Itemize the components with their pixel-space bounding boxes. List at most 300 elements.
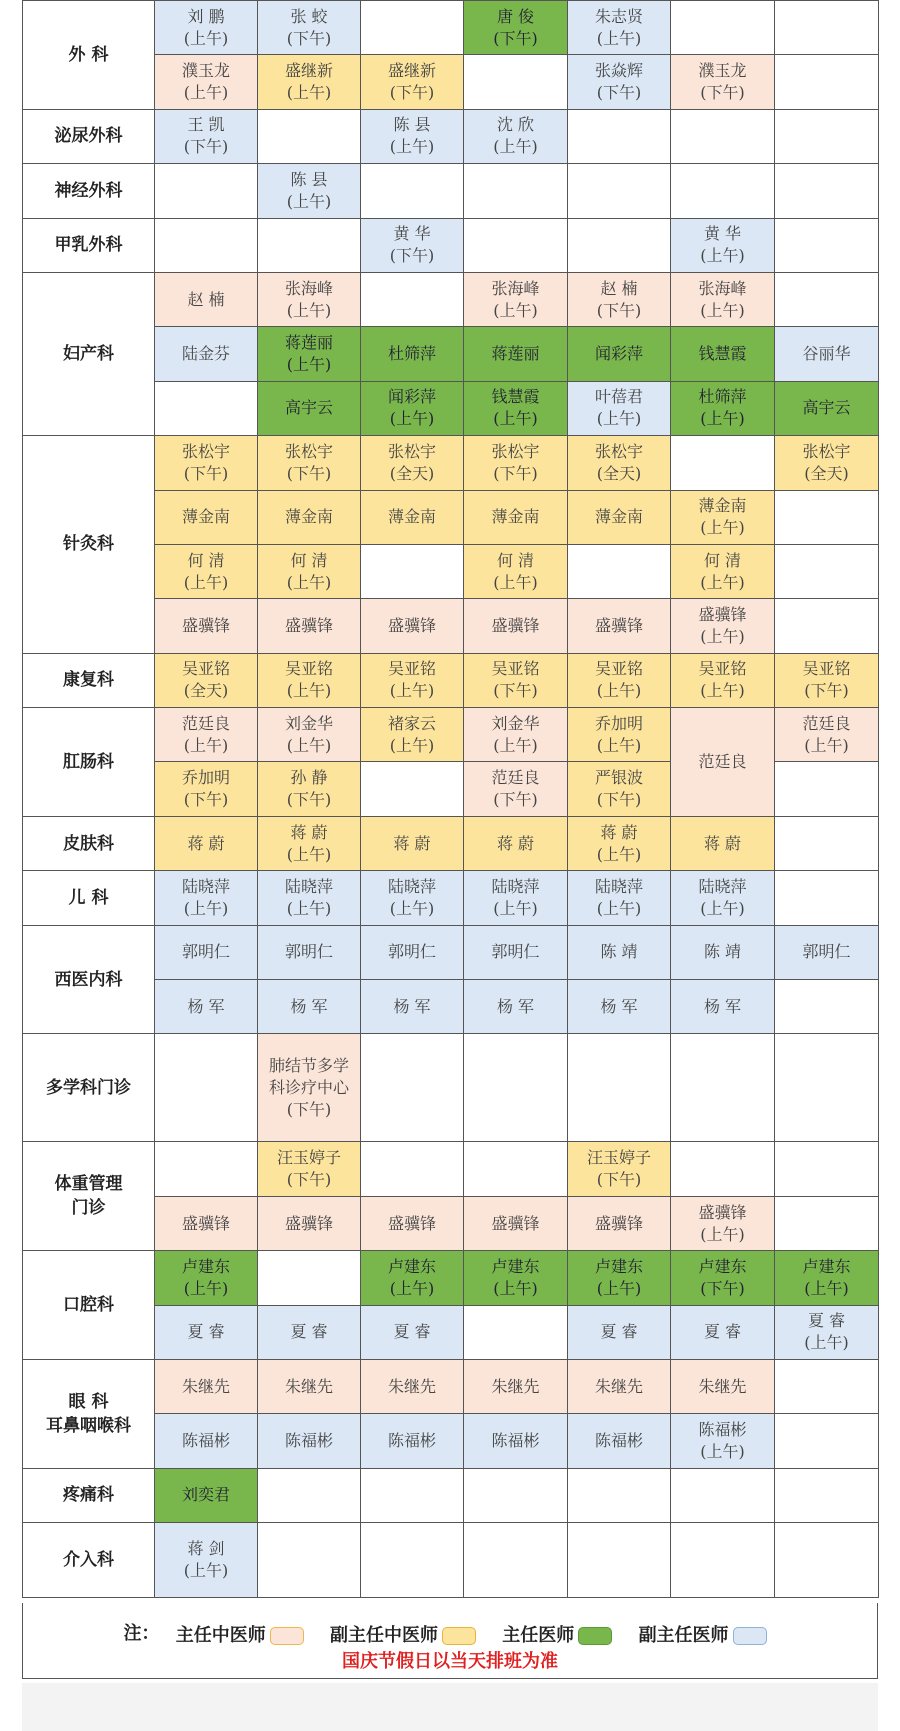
doctor-entry: 盛骥锋 (上午): [698, 1202, 747, 1244]
doctor-entry: 朱继先: [181, 1376, 230, 1396]
schedule-cell: [464, 1468, 568, 1522]
department-label: [23, 1359, 155, 1468]
doctor-entry: 何 清 (上午): [183, 550, 229, 592]
schedule-cell: [361, 272, 464, 326]
schedule-cell: [775, 925, 879, 979]
schedule-cell: [568, 1196, 671, 1250]
doctor-entry: 朱继先: [284, 1376, 333, 1396]
schedule-cell: [671, 436, 775, 490]
doctor-entry: 杨 军: [496, 996, 535, 1016]
doctor-entry: 盛骥锋: [491, 1213, 540, 1233]
schedule-cell: [671, 218, 775, 272]
schedule-cell: [775, 871, 879, 925]
schedule-cell: [671, 1523, 775, 1598]
schedule-cell: [464, 1251, 568, 1305]
doctor-entry: 薄金南: [387, 507, 436, 527]
department-name: 泌尿外科: [54, 126, 123, 147]
schedule-cell: [671, 109, 775, 163]
schedule-cell: [464, 816, 568, 870]
doctor-entry: 乔加明 (上午): [594, 713, 643, 755]
schedule-cell: [361, 490, 464, 544]
schedule-cell: [155, 544, 258, 598]
schedule-cell: [775, 762, 879, 816]
schedule-cell: [568, 272, 671, 326]
schedule-cell: [361, 436, 464, 490]
legend-swatch: [733, 1627, 767, 1645]
doctor-entry: 陆晓萍 (上午): [387, 876, 436, 918]
doctor-entry: 陈 县 (上午): [286, 169, 332, 211]
doctor-entry: 张松宇 (下午): [284, 441, 333, 483]
schedule-cell: [258, 599, 361, 653]
table-row: [23, 164, 879, 218]
doctor-entry: 刘金华 (上午): [491, 713, 540, 755]
schedule-cell: [361, 327, 464, 381]
schedule-cell: [464, 109, 568, 163]
schedule-cell: [568, 55, 671, 109]
legend-label: 副主任中医师: [330, 1625, 438, 1646]
schedule-cell: [361, 1523, 464, 1598]
doctor-entry: 卢建东 (上午): [802, 1256, 851, 1298]
doctor-entry: 蒋 蔚 (上午): [596, 822, 642, 864]
schedule-cell: [775, 327, 879, 381]
schedule-cell: [258, 1034, 361, 1142]
schedule-cell: [155, 1, 258, 55]
schedule-cell: [568, 1414, 671, 1468]
legend-label: 副主任医师: [638, 1625, 729, 1646]
schedule-cell: [775, 55, 879, 109]
doctor-entry: 薄金南: [181, 507, 230, 527]
schedule-cell: [155, 1034, 258, 1142]
schedule-cell: [775, 436, 879, 490]
schedule-cell: [155, 653, 258, 707]
schedule-cell: [155, 109, 258, 163]
schedule-cell: [671, 1142, 775, 1196]
doctor-entry: 濮玉龙 (下午): [698, 61, 747, 103]
department-name: 疼痛科: [63, 1485, 114, 1506]
schedule-cell: [671, 980, 775, 1034]
schedule-cell: [155, 1251, 258, 1305]
schedule-cell: [155, 708, 258, 762]
doctor-entry: 盛骥锋: [594, 1213, 643, 1233]
schedule-cell: [568, 164, 671, 218]
schedule-cell: [568, 544, 671, 598]
doctor-entry: 盛骥锋: [387, 615, 436, 635]
doctor-entry: 何 清 (上午): [700, 550, 745, 592]
schedule-cell: [258, 109, 361, 163]
schedule-cell: [671, 708, 775, 817]
doctor-entry: 杜筛萍 (上午): [698, 387, 747, 429]
doctor-entry: 乔加明 (下午): [181, 768, 230, 810]
table-row: [23, 1034, 879, 1142]
department-name: 儿 科: [68, 887, 109, 908]
doctor-entry: 张海峰 (上午): [491, 278, 540, 320]
table-row: [23, 708, 879, 762]
legend-item-zr: [176, 1621, 304, 1647]
schedule-cell: [361, 1251, 464, 1305]
schedule-cell: [464, 218, 568, 272]
doctor-entry: 陆金芬: [181, 344, 230, 364]
schedule-cell: [361, 1034, 464, 1142]
doctor-entry: 蒋 蔚: [496, 833, 535, 853]
bottom-band: [22, 1683, 878, 1731]
doctor-entry: 盛骥锋: [284, 615, 333, 635]
doctor-entry: 卢建东 (下午): [698, 1256, 747, 1298]
doctor-entry: 朱继先: [698, 1376, 747, 1396]
schedule-cell: [464, 436, 568, 490]
schedule-cell: [775, 980, 879, 1034]
schedule-cell: [671, 272, 775, 326]
doctor-entry: 杨 军: [187, 996, 225, 1016]
doctor-entry: 黄 华 (上午): [700, 224, 745, 266]
table-row: [23, 816, 879, 870]
department-label: [23, 436, 155, 654]
schedule-cell: [361, 1414, 464, 1468]
schedule-cell: [775, 1523, 879, 1598]
schedule-cell: [568, 327, 671, 381]
doctor-entry: 张海峰 (上午): [698, 278, 747, 320]
schedule-cell: [464, 381, 568, 435]
doctor-entry: 盛继新 (上午): [284, 61, 333, 103]
schedule-cell: [775, 1468, 879, 1522]
schedule-cell: [671, 1251, 775, 1305]
doctor-entry: 陈福彬: [491, 1431, 540, 1451]
doctor-entry: 卢建东 (上午): [387, 1256, 436, 1298]
schedule-cell: [568, 1, 671, 55]
department-name: 皮肤科: [63, 833, 114, 854]
schedule-cell: [258, 762, 361, 816]
department-label: [23, 1034, 155, 1142]
doctor-entry: 杨 军: [703, 996, 742, 1016]
department-name: 针灸科: [63, 534, 114, 555]
legend-box: [22, 1603, 878, 1679]
schedule-cell: [775, 1305, 879, 1359]
doctor-entry: 吴亚铭 (下午): [802, 659, 851, 701]
doctor-entry: 盛骥锋: [284, 1213, 333, 1233]
department-label: [23, 1468, 155, 1522]
doctor-entry: 高宇云: [802, 398, 851, 418]
schedule-cell: [258, 1359, 361, 1413]
schedule-cell: [361, 816, 464, 870]
schedule-cell: [258, 327, 361, 381]
department-label: [23, 925, 155, 1034]
department-name: 介入科: [63, 1550, 114, 1571]
table-row: [23, 436, 879, 490]
schedule-cell: [155, 1523, 258, 1598]
schedule-cell: [155, 55, 258, 109]
doctor-entry: 张松宇 (全天): [387, 441, 436, 483]
doctor-entry: 张松宇 (全天): [802, 441, 851, 483]
schedule-cell: [464, 1142, 568, 1196]
doctor-entry: 蒋 剑 (上午): [183, 1539, 229, 1581]
doctor-entry: 卢建东 (上午): [491, 1256, 540, 1298]
department-label: [23, 1251, 155, 1360]
schedule-cell: [568, 109, 671, 163]
schedule-cell: [568, 381, 671, 435]
doctor-entry: 薄金南 (上午): [698, 496, 747, 538]
doctor-entry: 汪玉婷子 (下午): [586, 1148, 651, 1190]
schedule-cell: [258, 653, 361, 707]
doctor-entry: 唐 俊 (下午): [493, 6, 538, 48]
doctor-entry: 陈 靖: [600, 942, 638, 962]
schedule-cell: [568, 925, 671, 979]
schedule-cell: [155, 1142, 258, 1196]
doctor-entry: 张松宇 (全天): [594, 441, 643, 483]
department-label: [23, 218, 155, 272]
doctor-entry: 蒋 蔚: [703, 833, 742, 853]
schedule-cell: [671, 544, 775, 598]
schedule-cell: [568, 871, 671, 925]
schedule-cell: [155, 816, 258, 870]
doctor-entry: 郭明仁: [387, 942, 436, 962]
schedule-cell: [671, 1, 775, 55]
table-row: [23, 925, 879, 979]
doctor-entry: 盛骥锋: [387, 1213, 436, 1233]
schedule-cell: [671, 1034, 775, 1142]
doctor-entry: 夏 睿: [290, 1322, 328, 1342]
schedule-cell: [671, 871, 775, 925]
doctor-entry: 夏 睿: [703, 1322, 742, 1342]
doctor-entry: 赵 楠: [187, 289, 225, 309]
doctor-entry: 叶蓓君 (上午): [594, 387, 643, 429]
schedule-cell: [258, 871, 361, 925]
doctor-entry: 盛骥锋: [181, 615, 230, 635]
doctor-entry: 陈福彬: [387, 1431, 436, 1451]
schedule-cell: [775, 1142, 879, 1196]
schedule-table: [22, 0, 879, 1598]
doctor-entry: 薄金南: [491, 507, 540, 527]
schedule-cell: [671, 1468, 775, 1522]
schedule-cell: [775, 272, 879, 326]
doctor-entry: 杨 军: [600, 996, 638, 1016]
schedule-cell: [258, 272, 361, 326]
doctor-entry: 杜筛萍: [387, 344, 436, 364]
doctor-entry: 范廷良 (下午): [491, 768, 540, 810]
legend-item-fz: [330, 1621, 476, 1647]
department-name: 神经外科: [54, 180, 123, 201]
schedule-cell: [361, 762, 464, 816]
schedule-cell: [775, 1196, 879, 1250]
legend-item-fy: [639, 1621, 767, 1647]
schedule-cell: [775, 816, 879, 870]
doctor-entry: 张松宇 (下午): [491, 441, 540, 483]
department-name: 西医内科: [54, 969, 123, 990]
schedule-cell: [361, 653, 464, 707]
legend-prefix: 注：: [123, 1623, 160, 1644]
legend-label: 主任中医师: [175, 1625, 266, 1646]
doctor-entry: 朱志贤 (上午): [594, 6, 643, 48]
schedule-cell: [361, 164, 464, 218]
schedule-cell: [775, 1359, 879, 1413]
doctor-entry: 陈福彬 (上午): [698, 1420, 747, 1462]
department-label: [23, 1, 155, 110]
doctor-entry: 陆晓萍 (上午): [491, 876, 540, 918]
doctor-entry: 张海峰 (上午): [284, 278, 333, 320]
schedule-cell: [775, 490, 879, 544]
schedule-cell: [464, 327, 568, 381]
doctor-entry: 蒋莲丽 (上午): [284, 333, 333, 375]
schedule-cell: [155, 871, 258, 925]
doctor-entry: 汪玉婷子 (下午): [276, 1148, 341, 1190]
schedule-cell: [568, 599, 671, 653]
department-name: 肛肠科: [63, 751, 114, 772]
schedule-cell: [464, 871, 568, 925]
schedule-cell: [464, 1305, 568, 1359]
doctor-entry: 卢建东 (上午): [594, 1256, 643, 1298]
schedule-cell: [258, 1251, 361, 1305]
doctor-entry: 沈 欣 (上午): [493, 115, 538, 157]
doctor-entry: 钱慧霞: [698, 344, 747, 364]
doctor-entry: 郭明仁: [181, 942, 230, 962]
schedule-cell: [258, 436, 361, 490]
doctor-entry: 褚家云 (上午): [387, 713, 436, 755]
doctor-entry: 吴亚铭 (上午): [698, 659, 747, 701]
doctor-entry: 陈福彬: [594, 1431, 643, 1451]
schedule-cell: [258, 925, 361, 979]
doctor-entry: 肺结节多学 科诊疗中心 (下午): [268, 1055, 349, 1119]
schedule-cell: [775, 1251, 879, 1305]
doctor-entry: 蒋 蔚: [393, 833, 431, 853]
schedule-cell: [361, 708, 464, 762]
schedule-cell: [258, 1142, 361, 1196]
doctor-entry: 盛骥锋: [594, 615, 643, 635]
doctor-entry: 夏 睿: [187, 1322, 225, 1342]
schedule-cell: [464, 490, 568, 544]
doctor-entry: 杨 军: [290, 996, 328, 1016]
doctor-entry: 夏 睿 (上午): [804, 1311, 849, 1353]
schedule-cell: [361, 1196, 464, 1250]
doctor-entry: 范廷良 (上午): [181, 713, 230, 755]
doctor-entry: 何 清 (上午): [286, 550, 332, 592]
schedule-cell: [775, 1414, 879, 1468]
schedule-cell: [464, 164, 568, 218]
schedule-cell: [775, 1034, 879, 1142]
doctor-entry: 盛骥锋: [491, 615, 540, 635]
schedule-cell: [671, 1414, 775, 1468]
schedule-cell: [671, 1305, 775, 1359]
department-name: 甲乳外科: [54, 235, 123, 256]
doctor-entry: 蒋 蔚 (上午): [286, 822, 332, 864]
schedule-cell: [568, 653, 671, 707]
doctor-entry: 刘奕君: [181, 1485, 230, 1505]
department-label: [23, 109, 155, 163]
department-name: 康复科: [63, 670, 114, 691]
schedule-cell: [258, 816, 361, 870]
department-name: 外 科: [68, 44, 109, 65]
doctor-entry: 盛骥锋: [181, 1213, 230, 1233]
doctor-entry: 何 清 (上午): [493, 550, 538, 592]
department-label: [23, 708, 155, 817]
doctor-entry: 郭明仁: [284, 942, 333, 962]
doctor-entry: 吴亚铭 (全天): [181, 659, 230, 701]
schedule-cell: [775, 381, 879, 435]
doctor-entry: 范廷良: [698, 751, 747, 771]
schedule-cell: [671, 925, 775, 979]
doctor-entry: 卢建东 (上午): [181, 1256, 230, 1298]
department-label: [23, 871, 155, 925]
schedule-cell: [568, 1251, 671, 1305]
doctor-entry: 王 凯 (下午): [183, 115, 229, 157]
schedule-cell: [258, 1, 361, 55]
doctor-entry: 张焱辉 (下午): [594, 61, 643, 103]
department-label: [23, 272, 155, 435]
doctor-entry: 黄 华 (下午): [389, 224, 435, 266]
table-row: [23, 109, 879, 163]
schedule-cell: [361, 55, 464, 109]
doctor-entry: 陈福彬: [284, 1431, 333, 1451]
schedule-cell: [464, 1, 568, 55]
schedule-cell: [155, 1359, 258, 1413]
schedule-cell: [155, 599, 258, 653]
schedule-cell: [155, 272, 258, 326]
doctor-entry: 吴亚铭 (上午): [387, 659, 436, 701]
schedule-cell: [568, 1468, 671, 1522]
schedule-cell: [258, 1196, 361, 1250]
holiday-notice: 国庆节假日以当天排班为准: [342, 1651, 558, 1672]
doctor-entry: 郭明仁: [802, 942, 851, 962]
schedule-cell: [361, 381, 464, 435]
schedule-cell: [464, 1414, 568, 1468]
doctor-entry: 刘 鹏 (上午): [183, 6, 229, 48]
doctor-entry: 孙 静 (下午): [286, 768, 332, 810]
schedule-cell: [568, 1034, 671, 1142]
doctor-entry: 陈 靖: [703, 942, 742, 962]
legend-label: 主任医师: [502, 1625, 575, 1646]
schedule-cell: [568, 708, 671, 762]
schedule-cell: [258, 544, 361, 598]
doctor-entry: 范廷良 (上午): [802, 713, 851, 755]
schedule-cell: [671, 1196, 775, 1250]
schedule-cell: [361, 1, 464, 55]
schedule-cell: [464, 762, 568, 816]
doctor-entry: 薄金南: [284, 507, 333, 527]
doctor-entry: 陈福彬: [181, 1431, 230, 1451]
schedule-cell: [155, 164, 258, 218]
doctor-entry: 盛继新 (下午): [387, 61, 436, 103]
doctor-entry: 杨 军: [393, 996, 431, 1016]
schedule-cell: [671, 653, 775, 707]
department-name: 口腔科: [63, 1295, 114, 1316]
schedule-cell: [155, 381, 258, 435]
schedule-cell: [671, 1359, 775, 1413]
schedule-cell: [258, 1414, 361, 1468]
schedule-cell: [258, 708, 361, 762]
schedule-cell: [464, 599, 568, 653]
schedule-cell: [775, 544, 879, 598]
doctor-entry: 刘金华 (上午): [284, 713, 333, 755]
schedule-cell: [258, 55, 361, 109]
legend: [23, 1619, 877, 1647]
schedule-cell: [155, 218, 258, 272]
schedule-cell: [671, 816, 775, 870]
schedule-cell: [775, 164, 879, 218]
schedule-cell: [568, 980, 671, 1034]
doctor-entry: 蒋莲丽: [491, 344, 540, 364]
schedule-cell: [258, 490, 361, 544]
schedule-cell: [568, 436, 671, 490]
doctor-entry: 陆晓萍 (上午): [181, 876, 230, 918]
department-label: [23, 164, 155, 218]
schedule-cell: [568, 490, 671, 544]
schedule-cell: [464, 1196, 568, 1250]
schedule-cell: [155, 1468, 258, 1522]
doctor-entry: 张 蛟 (下午): [286, 6, 332, 48]
schedule-cell: [464, 55, 568, 109]
schedule-cell: [775, 708, 879, 762]
doctor-entry: 陆晓萍 (上午): [284, 876, 333, 918]
schedule-cell: [775, 599, 879, 653]
doctor-entry: 盛骥锋 (上午): [698, 604, 747, 646]
department-label: [23, 653, 155, 707]
